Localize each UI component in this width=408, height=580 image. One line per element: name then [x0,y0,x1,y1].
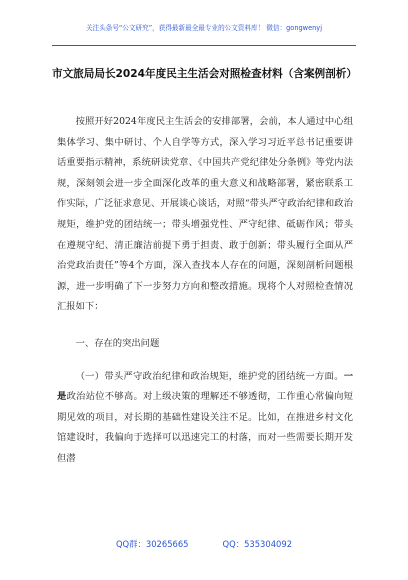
subsection-rest: 政治站位不够高。对上级决策的理解还不够透彻，工作重心常偏向短期见效的项目，对长期的基础性建设关注不足。比如，在推进乡村文化馆建设时，我偏向于选择可以迅速完工的村落，而对一些需要长期开发但潜 [57,391,353,464]
header-divider [52,45,356,46]
document-body [57,112,353,470]
section-heading: 一、存在的突出问题 [75,337,160,349]
footer-qq-group: QQ群：30265665 [115,539,189,549]
subsection-lead: （一）带头严守政治纪律和政治规矩，维护党的团结统一方面。 [75,370,344,382]
document-title: 市文旅局局长2024年度民主生活会对照检查材料（含案例剖析） [52,68,357,80]
intro-paragraph: 按照开好2024年度民主生活会的安排部署，会前，本人通过中心组集体学习、集中研讨、个人自学等方式，深入学习习近平总书记重要讲话重要指示精神，系统研读党章、《中国共产党纪律处分条例》等党内法规，深刻领会进一步全面深化改革的重大意义和战略部署，紧密联系工作实际，广泛征求意见、开展谈心谈话，对照“带头严守政治纪律和政治规矩，维护党的团结统一；带头增强党性、严守纪律、砥砺作风；带头在遵规守纪、清正廉洁前提下勇于担责、敢于创新；带头履行全面从严治党政治责任”等4个方面，深入查找本人存在的问题，深刻剖析问题根源，进一步明确了下一步努力方向和整改措施。现将个人对照检查情况汇报如下： [57,116,353,313]
header-banner: 关注头条号“公文研究”，获得最新最全最专业的公文资料库！ 微信：gongwenyj [85,24,323,32]
subsection-paragraph [57,367,353,470]
bold-phrase: 一是 [57,370,353,403]
footer-contact [0,538,408,550]
footer-qq: QQ：535304092 [222,539,293,549]
